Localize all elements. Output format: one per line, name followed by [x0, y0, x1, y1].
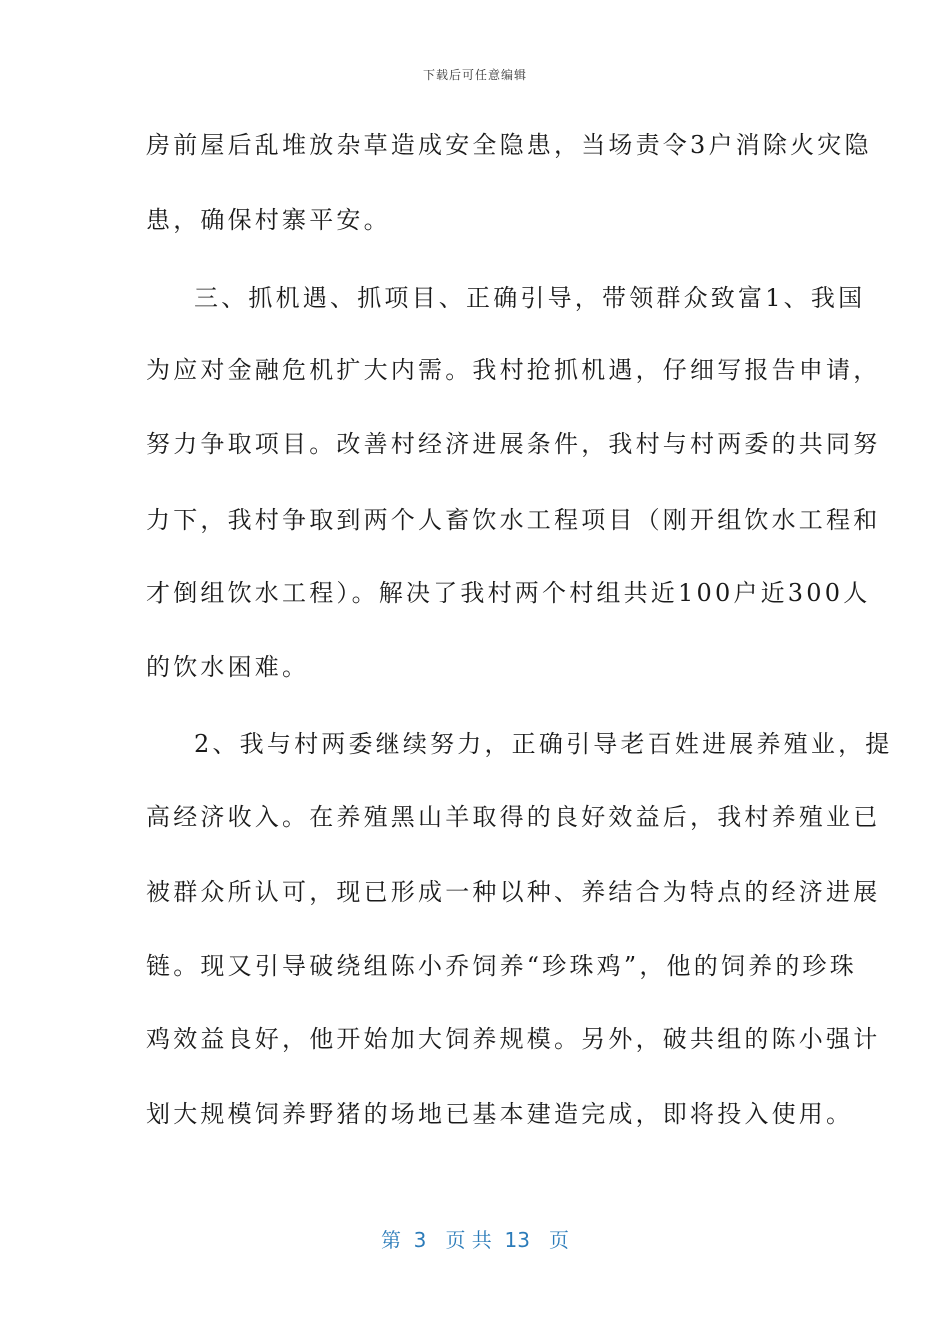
body-line: 才倒组饮水工程）。解决了我村两个村组共近100户近300人	[146, 579, 871, 607]
body-line: 努力争取项目。改善村经济进展条件，我村与村两委的共同努	[146, 430, 881, 458]
body-line: 划大规模饲养野猪的场地已基本建造完成，即将投入使用。	[146, 1100, 854, 1128]
body-line: 链。现又引导破绕组陈小乔饲养“珍珠鸡”，他的饲养的珍珠	[146, 952, 857, 980]
body-line-paragraph-start: 2、我与村两委继续努力，正确引导老百姓进展养殖业，提	[194, 730, 893, 758]
body-line: 房前屋后乱堆放杂草造成安全隐患，当场责令3户消除火灾隐	[146, 131, 872, 159]
body-line: 力下，我村争取到两个人畜饮水工程项目（刚开组饮水工程和	[146, 506, 881, 534]
body-line: 被群众所认可，现已形成一种以种、养结合为特点的经济进展	[146, 878, 881, 906]
body-line: 的饮水困难。	[146, 653, 310, 681]
body-line: 为应对金融危机扩大内需。我村抢抓机遇，仔细写报告申请，	[146, 356, 881, 384]
body-line: 高经济收入。在养殖黑山羊取得的良好效益后，我村养殖业已	[146, 803, 881, 831]
page-header-note: 下载后可任意编辑	[422, 68, 527, 82]
body-line-paragraph-start: 三、抓机遇、抓项目、正确引导，带领群众致富1、我国	[194, 284, 866, 312]
body-line: 患，确保村寨平安。	[146, 206, 391, 234]
page-number-footer: 第 3 页 共 13 页	[380, 1228, 570, 1252]
body-line: 鸡效益良好，他开始加大饲养规模。另外，破共组的陈小强计	[146, 1025, 881, 1053]
